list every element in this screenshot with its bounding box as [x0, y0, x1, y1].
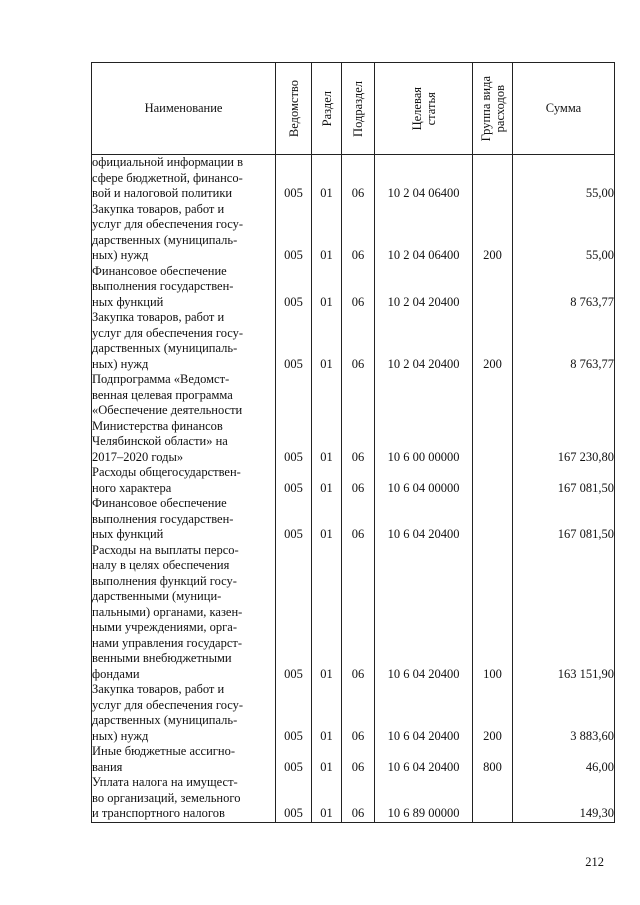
row-name-line: Челябинской области» на [92, 434, 228, 448]
page-number: 212 [585, 855, 604, 869]
row-subsection: 06 [342, 155, 375, 202]
row-name-line: налу в целях обеспечения [92, 558, 230, 572]
row-subsection: 06 [342, 682, 375, 744]
row-name [92, 264, 276, 311]
row-department: 005 [276, 496, 312, 543]
row-section: 01 [312, 465, 342, 496]
row-name-line: официальной информации в [92, 155, 244, 169]
row-subsection: 06 [342, 202, 375, 264]
row-name-line: вания [92, 759, 123, 774]
row-target-article: 10 6 04 20400 [375, 543, 473, 683]
header-section: Раздел [319, 90, 334, 127]
row-subsection: 06 [342, 465, 375, 496]
row-name-line: фондами [92, 666, 140, 681]
row-department: 005 [276, 202, 312, 264]
row-name-line: ных функций [92, 294, 164, 309]
row-name-line: Иные бюджетные ассигно- [92, 744, 236, 758]
row-expense-group [473, 264, 513, 311]
row-name [92, 543, 276, 683]
header-article-cell [375, 63, 473, 155]
table-row [92, 682, 615, 744]
row-name-line: Закупка товаров, работ и [92, 682, 225, 696]
row-name [92, 372, 276, 465]
row-department: 005 [276, 543, 312, 683]
row-amount: 167 230,80 [513, 372, 615, 465]
header-group-cell [473, 63, 513, 155]
row-name-line: ного характера [92, 480, 172, 495]
row-name-line: выполнения государствен- [92, 279, 234, 293]
row-name-line: пальными) органами, казен- [92, 604, 243, 619]
row-amount: 163 151,90 [513, 543, 615, 683]
row-target-article: 10 6 04 20400 [375, 496, 473, 543]
row-name-line: и транспортного налогов [92, 806, 225, 820]
header-department: Ведомство [286, 79, 301, 138]
header-subsection: Подраздел [351, 80, 365, 137]
row-section: 01 [312, 202, 342, 264]
row-subsection: 06 [342, 264, 375, 311]
row-name-line: ных функций [92, 527, 164, 541]
header-amount: Сумма [513, 63, 615, 155]
row-department: 005 [276, 465, 312, 496]
row-amount: 55,00 [513, 202, 615, 264]
row-name [92, 465, 276, 496]
row-name-line: ных) нужд [92, 728, 149, 743]
row-name-line: выполнения государствен- [92, 511, 234, 526]
row-expense-group: 100 [473, 543, 513, 683]
row-name-line: сфере бюджетной, финансо- [92, 170, 243, 185]
row-amount: 167 081,50 [513, 496, 615, 543]
row-name-line: Уплата налога на имущест- [92, 775, 238, 789]
row-name [92, 310, 276, 372]
row-name-line: ных) нужд [92, 248, 149, 262]
row-name-line: Расходы общегосударствен- [92, 465, 241, 479]
row-target-article: 10 2 04 06400 [375, 202, 473, 264]
row-name [92, 155, 276, 202]
row-section: 01 [312, 496, 342, 543]
header-target-article: Целевая статья [409, 86, 438, 131]
row-expense-group [473, 372, 513, 465]
row-name-line: услуг для обеспечения госу- [92, 217, 244, 231]
row-expense-group: 200 [473, 202, 513, 264]
row-department: 005 [276, 310, 312, 372]
table-row [92, 496, 615, 543]
row-department: 005 [276, 775, 312, 822]
row-name-line: Финансовое обеспечение [92, 496, 227, 510]
row-amount: 55,00 [513, 155, 615, 202]
row-target-article: 10 6 00 00000 [375, 372, 473, 465]
header-subsection-cell [342, 63, 375, 155]
row-amount: 46,00 [513, 744, 615, 775]
row-name-line: Финансовое обеспечение [92, 263, 227, 278]
header-section-cell [312, 63, 342, 155]
row-name-line: вой и налоговой политики [92, 186, 233, 200]
row-department: 005 [276, 682, 312, 744]
row-amount: 8 763,77 [513, 264, 615, 311]
row-amount: 149,30 [513, 775, 615, 822]
row-target-article: 10 2 04 20400 [375, 264, 473, 311]
row-name-line: 2017–2020 годы» [92, 449, 184, 464]
row-subsection: 06 [342, 744, 375, 775]
row-name [92, 682, 276, 744]
row-section: 01 [312, 744, 342, 775]
row-name-line: услуг для обеспечения госу- [92, 325, 244, 340]
row-department: 005 [276, 155, 312, 202]
row-target-article: 10 6 04 20400 [375, 744, 473, 775]
row-name-line: Расходы на выплаты персо- [92, 542, 239, 557]
row-expense-group [473, 775, 513, 822]
row-name-line: ных) нужд [92, 356, 149, 371]
row-department: 005 [276, 744, 312, 775]
row-expense-group [473, 155, 513, 202]
row-department: 005 [276, 372, 312, 465]
table-header-row [92, 63, 615, 155]
table-body [92, 155, 615, 823]
row-name-line: «Обеспечение деятельности [92, 403, 243, 417]
table-row [92, 372, 615, 465]
row-subsection: 06 [342, 775, 375, 822]
row-target-article: 10 2 04 20400 [375, 310, 473, 372]
row-name [92, 496, 276, 543]
row-name-line: дарственными (муници- [92, 589, 222, 603]
row-name-line: дарственных (муниципаль- [92, 713, 238, 727]
row-section: 01 [312, 682, 342, 744]
row-target-article: 10 2 04 06400 [375, 155, 473, 202]
row-section: 01 [312, 155, 342, 202]
row-name-line: дарственных (муниципаль- [92, 341, 238, 355]
row-name-line: нами управления государст- [92, 635, 243, 650]
row-expense-group: 800 [473, 744, 513, 775]
row-expense-group [473, 465, 513, 496]
header-department-cell [276, 63, 312, 155]
row-section: 01 [312, 543, 342, 683]
row-name-line: Закупка товаров, работ и [92, 310, 225, 324]
row-department: 005 [276, 264, 312, 311]
row-name-line: Министерства финансов [92, 418, 223, 433]
table-row [92, 775, 615, 822]
row-name-line: ными учреждениями, орга- [92, 620, 238, 634]
table-row [92, 202, 615, 264]
table-row [92, 744, 615, 775]
row-name [92, 744, 276, 775]
table-row [92, 310, 615, 372]
row-section: 01 [312, 372, 342, 465]
row-subsection: 06 [342, 496, 375, 543]
row-name-line: Закупка товаров, работ и [92, 201, 225, 216]
row-name-line: услуг для обеспечения госу- [92, 697, 244, 712]
budget-table [91, 62, 615, 823]
row-amount: 167 081,50 [513, 465, 615, 496]
row-section: 01 [312, 775, 342, 822]
header-expense-group: Группа вида расходов [478, 75, 507, 142]
row-name-line: во организаций, земельного [92, 790, 241, 805]
header-name: Наименование [92, 63, 276, 155]
row-expense-group: 200 [473, 682, 513, 744]
row-expense-group: 200 [473, 310, 513, 372]
row-section: 01 [312, 264, 342, 311]
row-target-article: 10 6 04 00000 [375, 465, 473, 496]
row-name-line: выполнения функций госу- [92, 573, 237, 588]
table-row [92, 465, 615, 496]
row-target-article: 10 6 04 20400 [375, 682, 473, 744]
row-target-article: 10 6 89 00000 [375, 775, 473, 822]
table-row [92, 264, 615, 311]
row-name-line: дарственных (муниципаль- [92, 232, 238, 247]
row-name-line: Подпрограмма «Ведомст- [92, 372, 230, 386]
row-name [92, 202, 276, 264]
table-row [92, 155, 615, 202]
row-amount: 8 763,77 [513, 310, 615, 372]
row-expense-group [473, 496, 513, 543]
row-name-line: венная целевая программа [92, 387, 233, 402]
row-subsection: 06 [342, 372, 375, 465]
row-name [92, 775, 276, 822]
row-subsection: 06 [342, 543, 375, 683]
row-subsection: 06 [342, 310, 375, 372]
table-row [92, 543, 615, 683]
row-amount: 3 883,60 [513, 682, 615, 744]
row-name-line: венными внебюджетными [92, 651, 232, 665]
row-section: 01 [312, 310, 342, 372]
